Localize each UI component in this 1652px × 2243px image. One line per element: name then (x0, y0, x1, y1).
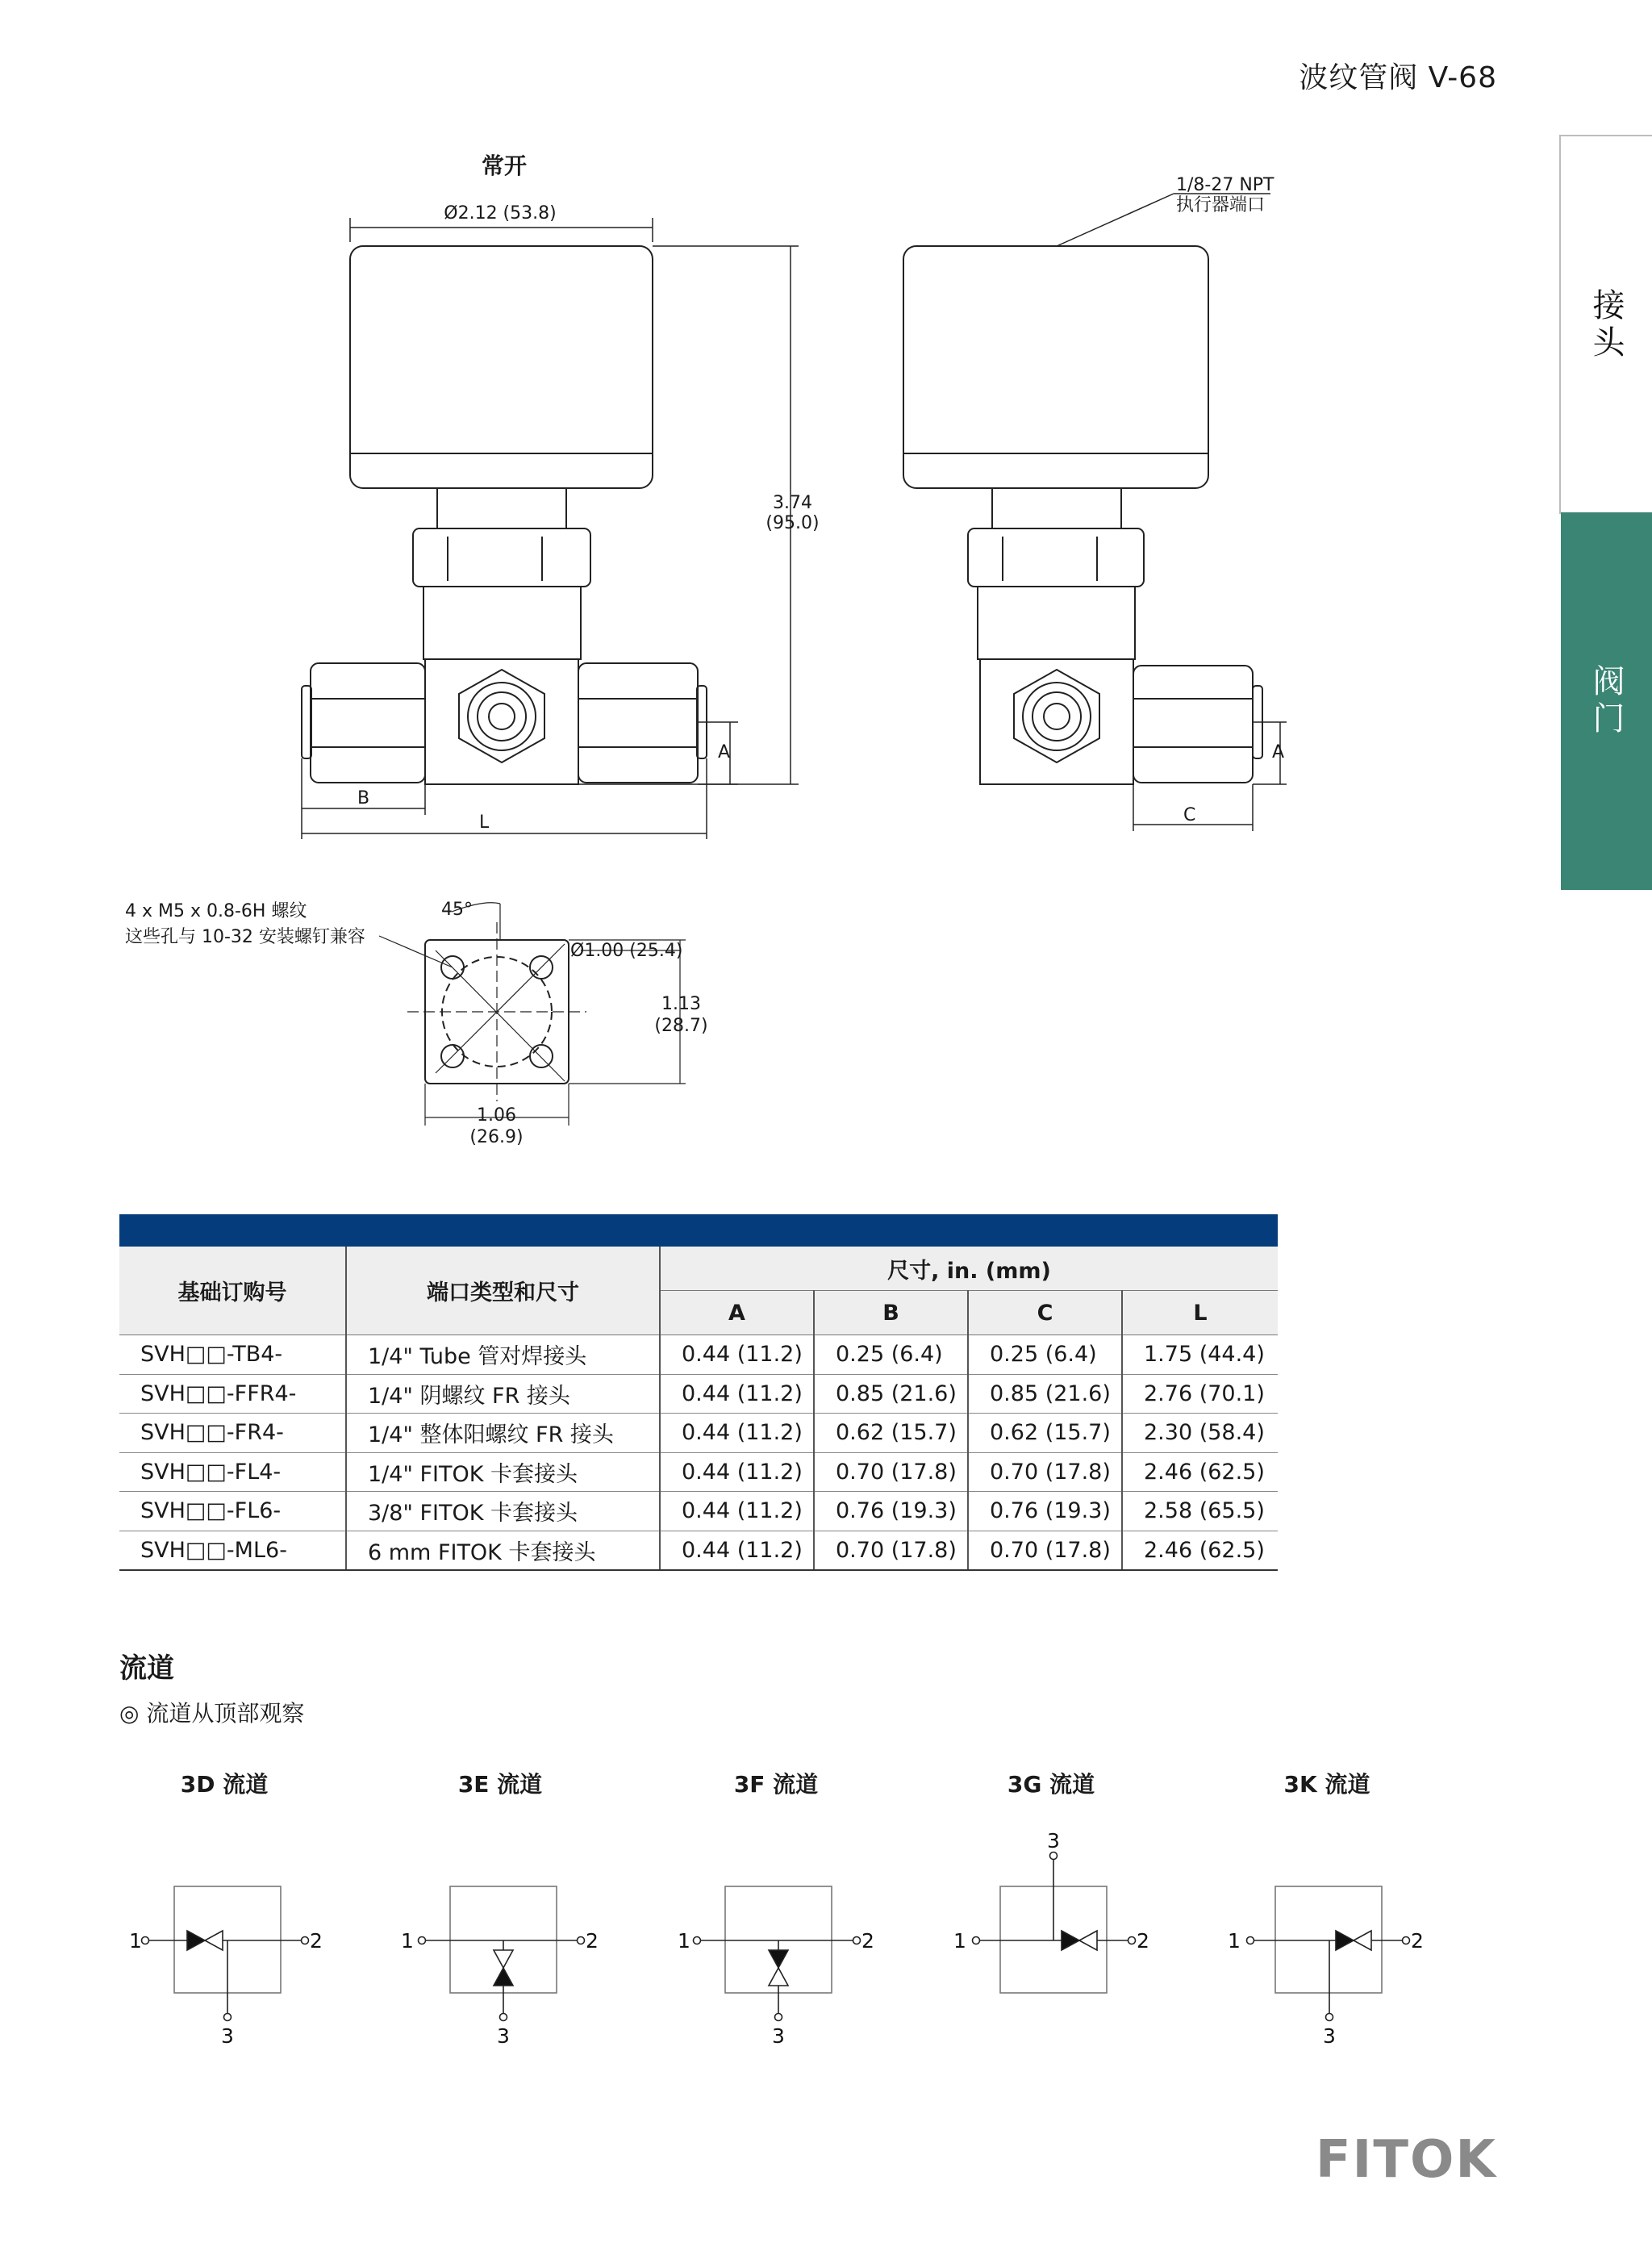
cell-port: 1/4" 整体阳螺纹 FR 接头 (346, 1414, 660, 1453)
port-note-line1: 1/8-27 NPT (1176, 175, 1274, 195)
side-actuator (903, 246, 1208, 488)
cell-b: 0.70 (17.8) (814, 1452, 968, 1492)
dim-square-h-mm: (28.7) (654, 1016, 708, 1036)
port-label: 3 (1323, 2024, 1336, 2048)
cell-c: 0.76 (19.3) (968, 1492, 1122, 1531)
port-label: 1 (129, 1929, 142, 1953)
flow-heading: 流道 (119, 1652, 174, 1685)
dim-b: B (357, 788, 370, 808)
dim-height-mm: (95.0) (766, 513, 820, 533)
flow-3f-diagram (694, 1886, 861, 2021)
flow-3k-label: 3K 流道 (1283, 1771, 1370, 1798)
cell-a: 0.44 (11.2) (660, 1492, 814, 1531)
dim-c: C (1183, 805, 1196, 825)
flow-diagrams (0, 1823, 1652, 2065)
mount-note-line2: 这些孔与 10-32 安装螺钉兼容 (125, 927, 365, 947)
front-right-fitting (578, 663, 698, 783)
cell-port: 6 mm FITOK 卡套接头 (346, 1531, 660, 1570)
cell-a: 0.44 (11.2) (660, 1335, 814, 1375)
fitok-logo: FITOK (1315, 2130, 1497, 2190)
port-label: 1 (401, 1929, 414, 1953)
cell-order-no: SVH□□-FFR4- (119, 1374, 346, 1414)
front-bonnet (437, 488, 566, 528)
side-body (980, 659, 1133, 784)
table-row (119, 1492, 1278, 1531)
flow-3g-label: 3G 流道 (1007, 1771, 1095, 1798)
cell-port: 1/4" Tube 管对焊接头 (346, 1335, 660, 1375)
flow-3d-label: 3D 流道 (180, 1771, 269, 1798)
cell-l: 2.30 (58.4) (1122, 1414, 1278, 1453)
front-body-hex (459, 670, 544, 762)
port-label: 2 (586, 1929, 599, 1953)
front-nut (413, 528, 590, 587)
port-label: 3 (221, 2024, 234, 2048)
tab-fittings-label: 接头 (1587, 288, 1625, 362)
cell-b: 0.76 (19.3) (814, 1492, 968, 1531)
port-label: 3 (1047, 1829, 1060, 1852)
cell-a: 0.44 (11.2) (660, 1452, 814, 1492)
cell-l: 1.75 (44.4) (1122, 1335, 1278, 1375)
port-label: 3 (497, 2024, 510, 2048)
cell-b: 0.62 (15.7) (814, 1414, 968, 1453)
port-note-line2: 执行器端口 (1176, 195, 1266, 215)
front-actuator (350, 246, 653, 488)
table-row (119, 1414, 1278, 1453)
port-label: 3 (772, 2024, 785, 2048)
drawing-title: 常开 (481, 152, 527, 179)
cell-l: 2.46 (62.5) (1122, 1452, 1278, 1492)
side-right-fitting (1133, 666, 1253, 783)
cell-l: 2.46 (62.5) (1122, 1531, 1278, 1570)
table-row (119, 1335, 1278, 1375)
flow-3g-diagram (973, 1852, 1136, 1994)
mount-note-line1: 4 x M5 x 0.8-6H 螺纹 (125, 901, 307, 921)
flow-note: ◎ 流道从顶部观察 (119, 1700, 305, 1727)
port-label: 2 (310, 1929, 323, 1953)
dim-square-h-value: 1.13 (661, 994, 701, 1014)
port-label: 2 (1411, 1929, 1424, 1953)
cell-c: 0.25 (6.4) (968, 1335, 1122, 1375)
tab-valves-label: 阀门 (1587, 664, 1625, 738)
dim-diameter-top: Ø2.12 (53.8) (444, 203, 557, 223)
cell-b: 0.70 (17.8) (814, 1531, 968, 1570)
dim-a-side: A (1272, 742, 1285, 762)
flow-3e-diagram (419, 1886, 585, 2021)
page-title: 波纹管阀 V-68 (1299, 61, 1497, 94)
flow-3f-label: 3F 流道 (733, 1771, 819, 1798)
dim-square-w-mm: (26.9) (469, 1127, 524, 1147)
dim-bolt-circle: Ø1.00 (25.4) (570, 941, 683, 961)
col-b: B (814, 1291, 968, 1335)
cell-l: 2.76 (70.1) (1122, 1374, 1278, 1414)
col-a: A (660, 1291, 814, 1335)
cell-order-no: SVH□□-FL6- (119, 1492, 346, 1531)
table-top-bar (119, 1214, 1278, 1247)
cell-b: 0.85 (21.6) (814, 1374, 968, 1414)
port-label: 1 (953, 1929, 966, 1953)
table-row (119, 1374, 1278, 1414)
cell-order-no: SVH□□-FR4- (119, 1414, 346, 1453)
flow-3e-label: 3E 流道 (457, 1771, 543, 1798)
cell-a: 0.44 (11.2) (660, 1531, 814, 1570)
table-row (119, 1531, 1278, 1570)
cell-order-no: SVH□□-ML6- (119, 1531, 346, 1570)
dim-l: L (479, 812, 490, 833)
dimensions-table (119, 1247, 1278, 1571)
cell-b: 0.25 (6.4) (814, 1335, 968, 1375)
cell-port: 3/8" FITOK 卡套接头 (346, 1492, 660, 1531)
col-l: L (1122, 1291, 1278, 1335)
dim-square-w-value: 1.06 (477, 1105, 516, 1126)
col-c: C (968, 1291, 1122, 1335)
cell-a: 0.44 (11.2) (660, 1414, 814, 1453)
dim-a-front: A (718, 742, 731, 762)
cell-port: 1/4" 阴螺纹 FR 接头 (346, 1374, 660, 1414)
col-order-no: 基础订购号 (119, 1247, 346, 1335)
col-dim-group: 尺寸, in. (mm) (660, 1247, 1278, 1291)
port-label: 2 (1137, 1929, 1149, 1953)
col-port: 端口类型和尺寸 (346, 1247, 660, 1335)
flow-3k-diagram (1247, 1886, 1410, 2021)
front-left-fitting (311, 663, 425, 783)
cell-c: 0.85 (21.6) (968, 1374, 1122, 1414)
front-body (425, 659, 578, 784)
cell-order-no: SVH□□-FL4- (119, 1452, 346, 1492)
cell-a: 0.44 (11.2) (660, 1374, 814, 1414)
cell-c: 0.70 (17.8) (968, 1452, 1122, 1492)
port-label: 1 (1228, 1929, 1241, 1953)
port-label: 2 (861, 1929, 874, 1953)
cell-port: 1/4" FITOK 卡套接头 (346, 1452, 660, 1492)
cell-l: 2.58 (65.5) (1122, 1492, 1278, 1531)
table-row (119, 1452, 1278, 1492)
dim-angle: 45° (441, 900, 473, 920)
cell-c: 0.62 (15.7) (968, 1414, 1122, 1453)
dim-height-value: 3.74 (773, 493, 812, 513)
cell-order-no: SVH□□-TB4- (119, 1335, 346, 1375)
cell-c: 0.70 (17.8) (968, 1531, 1122, 1570)
port-label: 1 (678, 1929, 690, 1953)
flow-3d-diagram (142, 1886, 309, 2021)
